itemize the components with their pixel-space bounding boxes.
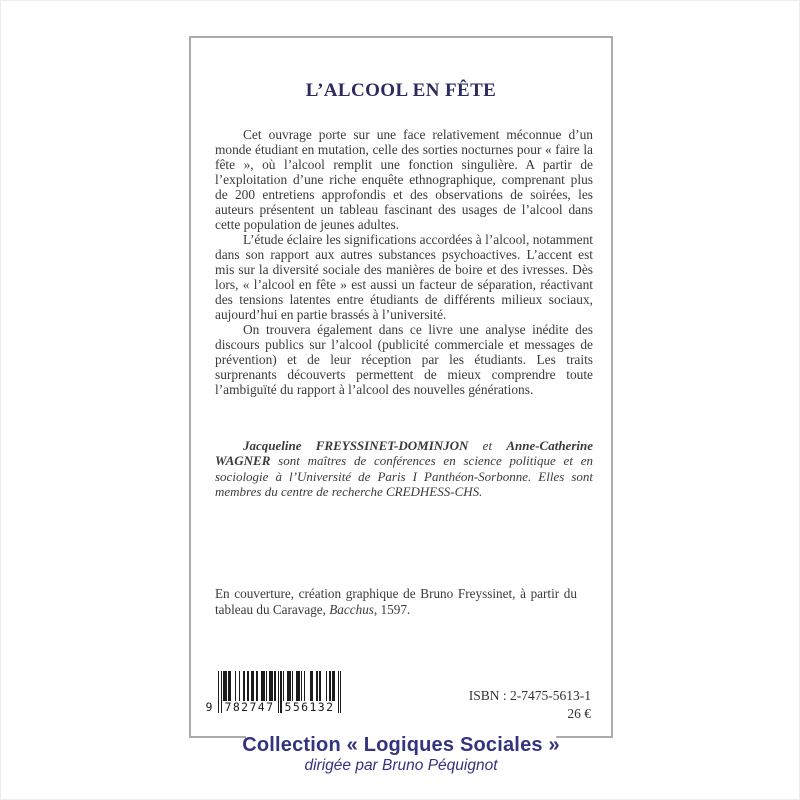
cover-credit-text: En couverture, création graphique de Bruno Freyssinet, à partir du tableau du Caravage, <box>215 586 577 617</box>
collection-band <box>1 734 800 775</box>
collection-director: dirigée par Bruno Péquignot <box>304 757 498 774</box>
barcode-digit-lead: 9 <box>203 701 215 714</box>
collection-name: Collection « Logiques Sociales » <box>242 734 560 756</box>
barcode-digit-group-2: 556132 <box>284 700 335 714</box>
synopsis-paragraph-2: L’étude éclaire les significations accordées à l’alcool, notamment dans son rapport aux autres substances psychoactives. L’accent est mis sur la diversité sociale des manières de boire et des ivresses. Dès lors, « l’alcool en fête » est aussi un facteur de séparation, réactivant des tensions latentes entre étudiants de différents milieux sociaux, aujourd’hui en partie brassés à l’université. <box>215 232 593 322</box>
isbn-block <box>401 687 591 722</box>
book-back-cover <box>1 1 799 799</box>
synopsis <box>215 127 593 397</box>
bio-description: sont maîtres de conférences en science politique et en sociologie à l’Université de Paris I Panthéon-Sorbonne. Elles sont membres du centre de recherche CREDHESS-CHS. <box>215 453 593 500</box>
authors-bio <box>215 438 593 500</box>
synopsis-paragraph-1: Cet ouvrage porte sur une face relativement méconnue d’un monde étudiant en mutation, celle des sorties nocturnes pour « faire la fête », où l’alcool remplit une fonction singulière. A partir de l’exploitation d’une riche enquête ethnographique, comprenant plus de 200 entretiens approfondis et des observations de soirées, les auteurs présentent un tableau fascinant des usages de l’alcool dans cette population de jeunes adultes. <box>215 127 593 232</box>
cover-credit <box>215 586 577 617</box>
bio-connector: et <box>468 438 507 453</box>
ean-barcode <box>205 671 342 714</box>
cover-credit-year: , 1597. <box>373 601 411 617</box>
isbn-number: ISBN : 2-7475-5613-1 <box>468 688 591 703</box>
book-title: L’ALCOOL EN FÊTE <box>305 80 497 101</box>
barcode-digit-group-1: 782747 <box>224 700 275 714</box>
synopsis-paragraph-3: On trouvera également dans ce livre une analyse inédite des discours publics sur l’alcool (publicité commerciale et messages de prévention) et de leur réception par les étudiants. Les traits surprenants découverts permettent de mieux comprendre toute l’ambiguïté du rapport à l’alcool des nouvelles générations. <box>215 322 593 397</box>
price: 26 € <box>567 705 591 721</box>
artwork-title: Bacchus <box>329 601 374 617</box>
author-name-2: Anne-Catherine WAGNER <box>215 438 593 469</box>
author-name-1: Jacqueline FREYSSINET-DOMINJON <box>243 438 469 453</box>
